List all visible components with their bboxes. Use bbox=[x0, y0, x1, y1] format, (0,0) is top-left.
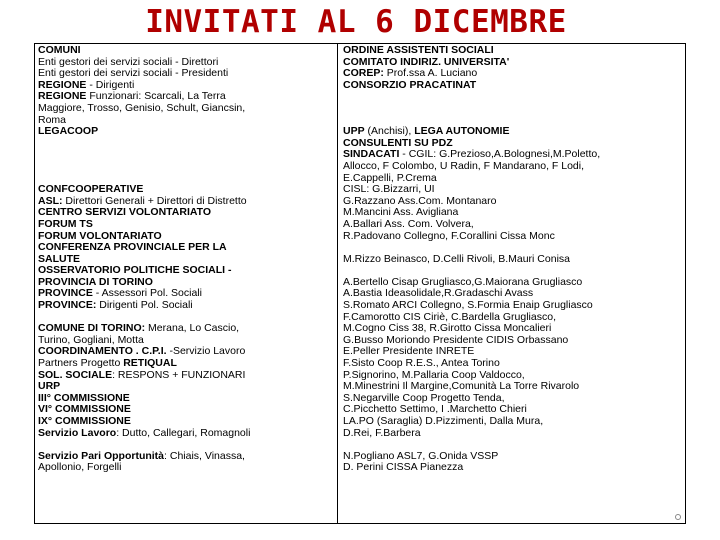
list-item-text: FORUM TS bbox=[38, 218, 93, 230]
row-spacer bbox=[343, 103, 683, 115]
list-item-text: VI° COMMISSIONE bbox=[38, 404, 131, 416]
list-item-text: CONSORZIO PRACATINAT bbox=[343, 79, 477, 91]
list-item bbox=[343, 451, 683, 463]
list-item bbox=[38, 57, 334, 69]
row-spacer bbox=[38, 161, 334, 173]
list-item-text: Enti gestori dei servizi sociali - Direttori bbox=[38, 56, 219, 68]
list-item-text: R.Padovano Collegno, F.Corallini Cissa Monc bbox=[343, 230, 555, 242]
list-item bbox=[38, 196, 334, 208]
list-item bbox=[38, 370, 334, 382]
row-spacer bbox=[38, 149, 334, 161]
list-item-text: Maggiore, Trosso, Genisio, Schult, Giancsin, bbox=[38, 102, 246, 114]
list-item bbox=[343, 173, 683, 185]
list-item-text: Enti gestori dei servizi sociali - Presidenti bbox=[38, 68, 229, 80]
list-item-text: COMUNI bbox=[38, 45, 81, 56]
list-item bbox=[38, 219, 334, 231]
list-item-text: P.Signorino, M.Pallaria Coop Valdocco, bbox=[343, 369, 525, 381]
list-item-text: A.Bastia Ideasolidale,R.Gradaschi Avass bbox=[343, 288, 534, 300]
list-item-text: LEGA AUTONOMIE bbox=[414, 126, 510, 138]
list-item-text: - Assessori Pol. Sociali bbox=[92, 288, 202, 300]
list-item-text: COMITATO INDIRIZ. UNIVERSITA' bbox=[343, 56, 510, 68]
list-item bbox=[38, 207, 334, 219]
list-item bbox=[343, 45, 683, 57]
list-item-text: Direttori Generali + Direttori di Distretto bbox=[62, 195, 247, 207]
list-item-text: M.Minestrini Il Margine,Comunità La Torre Rivarolo bbox=[343, 381, 580, 393]
list-item-text: RETIQUAL bbox=[123, 358, 177, 370]
list-item bbox=[38, 254, 334, 266]
list-item-text: PROVINCE: bbox=[38, 300, 97, 312]
list-item bbox=[343, 149, 683, 161]
row-spacer bbox=[343, 265, 683, 277]
list-item-text: PROVINCE bbox=[38, 288, 93, 300]
list-item bbox=[38, 80, 334, 92]
list-item-text: : RESPONS + FUNZIONARI bbox=[112, 369, 246, 381]
row-spacer bbox=[38, 138, 334, 150]
row-spacer bbox=[343, 242, 683, 254]
list-item-text: Prof.ssa A. Luciano bbox=[383, 68, 478, 80]
list-item-text: S.Negarville Coop Progetto Tenda, bbox=[343, 392, 505, 404]
list-item bbox=[343, 381, 683, 393]
list-item bbox=[38, 323, 334, 335]
column-divider bbox=[337, 44, 338, 523]
left-column bbox=[38, 45, 334, 474]
list-item bbox=[343, 207, 683, 219]
list-item bbox=[343, 346, 683, 358]
list-item bbox=[343, 404, 683, 416]
list-item-text: Roma bbox=[38, 114, 67, 126]
list-item bbox=[343, 323, 683, 335]
list-item-text: COREP: bbox=[343, 68, 384, 80]
list-item bbox=[38, 451, 334, 463]
list-item-text: ASL: bbox=[38, 195, 63, 207]
list-item-text: SINDACATI bbox=[343, 149, 400, 161]
list-item-text: D.Rei, F.Barbera bbox=[343, 427, 421, 439]
list-item bbox=[343, 312, 683, 324]
page-title: INVITATI AL 6 DICEMBRE bbox=[145, 4, 567, 40]
list-item-text: Apollonio, Forgelli bbox=[38, 462, 122, 474]
list-item bbox=[38, 184, 334, 196]
list-item-text: G.Razzano Ass.Com. Montanaro bbox=[343, 195, 497, 207]
list-item bbox=[343, 277, 683, 289]
list-item bbox=[38, 103, 334, 115]
list-item-text: M.Mancini Ass. Avigliana bbox=[343, 207, 459, 219]
right-column bbox=[343, 45, 683, 474]
list-item-text: Turino, Gogliani, Motta bbox=[38, 334, 144, 346]
list-item bbox=[38, 91, 334, 103]
list-item-text: UPP bbox=[343, 126, 365, 138]
row-spacer bbox=[343, 115, 683, 127]
list-item-text: Funzionari: Scarcali, La Terra bbox=[86, 91, 226, 103]
list-item-text: ORDINE ASSISTENTI SOCIALI bbox=[343, 45, 494, 56]
list-item-text: COORDINAMENTO . C.P.I. bbox=[38, 346, 167, 358]
list-item bbox=[343, 370, 683, 382]
list-item bbox=[38, 393, 334, 405]
row-spacer bbox=[38, 173, 334, 185]
list-item-text: Allocco, F Colombo, U Radin, F Mandarano, F Lodi, bbox=[343, 160, 585, 172]
list-item-text: M.Cogno Ciss 38, R.Girotto Cissa Moncalieri bbox=[343, 323, 552, 335]
list-item-text: CISL: G.Bizzarri, UI bbox=[343, 184, 435, 196]
list-item bbox=[38, 300, 334, 312]
invite-table bbox=[34, 43, 686, 524]
list-item bbox=[343, 219, 683, 231]
list-item-text: FORUM VOLONTARIATO bbox=[38, 230, 162, 242]
list-item-text: - Dirigenti bbox=[86, 79, 135, 91]
list-item-text: -Servizio Lavoro bbox=[166, 346, 246, 358]
list-item bbox=[38, 462, 334, 474]
list-item bbox=[343, 138, 683, 150]
list-item-text: E.Cappelli, P.Crema bbox=[343, 172, 437, 184]
list-item-text: COMUNE DI TORINO: bbox=[38, 323, 146, 335]
list-item-text: A.Bertello Cisap Grugliasco,G.Maiorana Grugliasco bbox=[343, 276, 583, 288]
list-item-text: : Dutto, Callegari, Romagnoli bbox=[116, 427, 251, 439]
list-item bbox=[343, 393, 683, 405]
list-item bbox=[38, 242, 334, 254]
list-item-text: CONFCOOPERATIVE bbox=[38, 184, 144, 196]
row-spacer bbox=[343, 439, 683, 451]
list-item bbox=[38, 231, 334, 243]
list-item-text: : Chiais, Vinassa, bbox=[164, 450, 245, 462]
list-item bbox=[343, 416, 683, 428]
list-item bbox=[343, 231, 683, 243]
corner-dot-icon bbox=[675, 514, 681, 520]
list-item-text: M.Rizzo Beinasco, D.Celli Rivoli, B.Mauri Conisa bbox=[343, 253, 570, 265]
list-item-text: E.Peller Presidente INRETE bbox=[343, 346, 475, 358]
list-item-text: REGIONE bbox=[38, 79, 87, 91]
list-item-text: REGIONE bbox=[38, 91, 87, 103]
list-item bbox=[38, 115, 334, 127]
list-item-text: PROVINCIA DI TORINO bbox=[38, 276, 153, 288]
list-item-text: Partners Progetto bbox=[38, 358, 124, 370]
row-spacer bbox=[38, 312, 334, 324]
list-item bbox=[38, 335, 334, 347]
list-item bbox=[343, 288, 683, 300]
list-item-text: Servizio Lavoro bbox=[38, 427, 117, 439]
list-item bbox=[343, 254, 683, 266]
list-item bbox=[38, 45, 334, 57]
list-item-text: SALUTE bbox=[38, 253, 80, 265]
list-item-text: LA.PO (Saraglia) D.Pizzimenti, Dalla Mura, bbox=[343, 416, 544, 427]
list-item-text: CONFERENZA PROVINCIALE PER LA bbox=[38, 242, 227, 254]
list-item bbox=[38, 416, 334, 428]
list-item bbox=[38, 265, 334, 277]
list-item-text: OSSERVATORIO POLITICHE SOCIALI - bbox=[38, 265, 232, 277]
list-item bbox=[38, 428, 334, 440]
list-item bbox=[38, 277, 334, 289]
list-item-text: Merana, Lo Cascio, bbox=[145, 323, 240, 335]
list-item-text: Servizio Pari Opportunità bbox=[38, 450, 165, 462]
list-item bbox=[343, 300, 683, 312]
list-item bbox=[38, 358, 334, 370]
list-item bbox=[343, 184, 683, 196]
list-item bbox=[38, 381, 334, 393]
list-item bbox=[343, 57, 683, 69]
list-item-text: CONSULENTI SU PDZ bbox=[343, 137, 453, 149]
row-spacer bbox=[343, 91, 683, 103]
list-item bbox=[38, 68, 334, 80]
list-item-text: F.Sisto Coop R.E.S., Antea Torino bbox=[343, 358, 500, 370]
list-item-text: LEGACOOP bbox=[38, 126, 99, 138]
list-item bbox=[343, 358, 683, 370]
list-item bbox=[38, 404, 334, 416]
list-item-text: C.Picchetto Settimo, I .Marchetto Chieri bbox=[343, 404, 527, 416]
list-item-text: G.Busso Moriondo Presidente CIDIS Orbassano bbox=[343, 334, 569, 346]
list-item-text: IX° COMMISSIONE bbox=[38, 416, 131, 427]
list-item bbox=[343, 462, 683, 474]
list-item-text: (Anchisi), bbox=[364, 126, 415, 138]
row-spacer bbox=[38, 439, 334, 451]
list-item-text: URP bbox=[38, 381, 61, 393]
list-item bbox=[38, 346, 334, 358]
list-item bbox=[343, 80, 683, 92]
list-item bbox=[343, 126, 683, 138]
list-item bbox=[343, 335, 683, 347]
list-item-text: F.Camorotto CIS Ciriè, C.Bardella Grugliasco, bbox=[343, 311, 556, 323]
list-item-text: - CGIL: G.Prezioso,A.Bolognesi,M.Poletto, bbox=[399, 149, 601, 161]
list-item-text: Dirigenti Pol. Sociali bbox=[96, 300, 193, 312]
list-item bbox=[38, 288, 334, 300]
list-item-text: CENTRO SERVIZI VOLONTARIATO bbox=[38, 207, 212, 219]
list-item-text: S.Romato ARCI Collegno, S.Formia Enaip Grugliasco bbox=[343, 300, 593, 312]
list-item bbox=[343, 161, 683, 173]
list-item bbox=[343, 428, 683, 440]
list-item bbox=[343, 68, 683, 80]
list-item-text: SOL. SOCIALE bbox=[38, 369, 113, 381]
list-item-text: D. Perini CISSA Pianezza bbox=[343, 462, 464, 474]
list-item bbox=[38, 126, 334, 138]
list-item-text: N.Pogliano ASL7, G.Onida VSSP bbox=[343, 450, 499, 462]
list-item-text: III° COMMISSIONE bbox=[38, 392, 130, 404]
list-item bbox=[343, 196, 683, 208]
list-item-text: A.Ballari Ass. Com. Volvera, bbox=[343, 218, 474, 230]
